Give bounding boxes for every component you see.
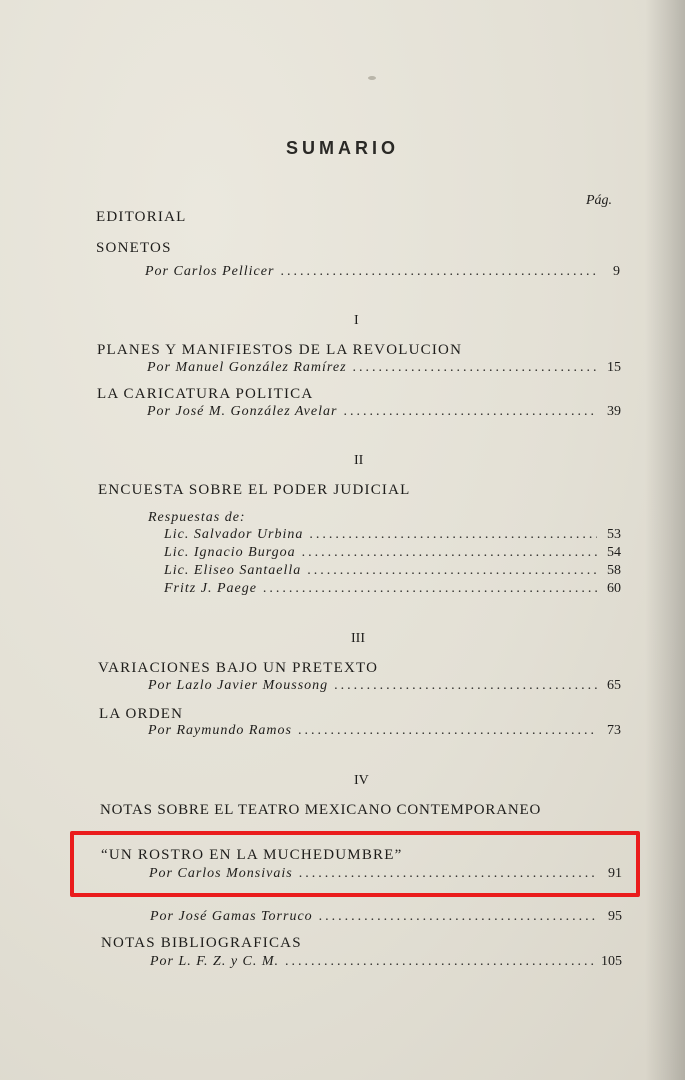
leader-dots: [353, 360, 597, 376]
entry-author: Por José Gamas Torruco: [150, 909, 313, 924]
entry-author: Por José M. González Avelar: [147, 404, 338, 419]
entry-author: Por Carlos Monsivais: [149, 866, 293, 881]
entry-planes-author-line: [147, 360, 621, 376]
entry-page-number: 53: [607, 527, 621, 542]
entry-page-number: 91: [608, 866, 622, 881]
page-spine-shadow: [645, 0, 685, 1080]
section-heading-i: I: [354, 313, 359, 328]
entry-variaciones-title: VARIACIONES BAJO UN PRETEXTO: [98, 660, 379, 676]
entry-variaciones-author-line: [148, 678, 621, 694]
entry-bibliograficas-author-line: [150, 954, 622, 970]
section-heading-iv: IV: [354, 773, 369, 788]
entry-author: Lic. Ignacio Burgoa: [164, 545, 296, 560]
entry-escuelas-author-line: [150, 909, 622, 925]
entry-author: Por Raymundo Ramos: [148, 723, 292, 738]
entry-bibliograficas-title: NOTAS BIBLIOGRAFICAS: [101, 935, 302, 951]
response-line: [164, 527, 621, 543]
entry-page-number: 65: [607, 678, 621, 693]
entry-author: Por Lazlo Javier Moussong: [148, 678, 329, 693]
entry-page-number: 9: [613, 264, 620, 279]
leader-dots: [319, 909, 598, 925]
response-line: [164, 563, 621, 579]
entry-rostro-title: “UN ROSTRO EN LA MUCHEDUMBRE”: [101, 847, 403, 863]
entry-author: Lic. Salvador Urbina: [164, 527, 304, 542]
entry-author: Lic. Eliseo Santaella: [164, 563, 302, 578]
entry-notas-teatro-title: NOTAS SOBRE EL TEATRO MEXICANO CONTEMPORANEO: [100, 802, 542, 818]
entry-encuesta-title: ENCUESTA SOBRE EL PODER JUDICIAL: [98, 482, 411, 498]
entry-author: Por Carlos Pellicer: [145, 264, 275, 279]
leader-dots: [309, 527, 597, 543]
entry-page-number: 60: [607, 581, 621, 596]
leader-dots: [302, 545, 597, 561]
entry-author: Fritz J. Paege: [164, 581, 257, 596]
entry-page-number: 73: [607, 723, 621, 738]
section-heading-iii: III: [351, 631, 365, 646]
leader-dots: [263, 581, 597, 597]
entry-page-number: 15: [607, 360, 621, 375]
entry-author: Por L. F. Z. y C. M.: [150, 954, 280, 969]
leader-dots: [285, 954, 595, 970]
leader-dots: [280, 264, 596, 280]
page-title: SUMARIO: [286, 138, 399, 158]
entry-page-number: 105: [601, 954, 622, 969]
entry-page-number: 54: [607, 545, 621, 560]
leader-dots: [334, 678, 597, 694]
entry-planes-title: PLANES Y MANIFIESTOS DE LA REVOLUCION: [97, 342, 463, 358]
entry-caricatura-author-line: [147, 404, 621, 420]
response-line: [164, 545, 621, 561]
entry-caricatura-title: LA CARICATURA POLITICA: [97, 386, 314, 402]
leader-dots: [343, 404, 597, 420]
section-heading-ii: II: [354, 453, 364, 468]
highlight-box: [70, 831, 640, 897]
entry-sonetos-title: SONETOS: [96, 240, 172, 256]
entry-page-number: 95: [608, 909, 622, 924]
page-column-label: Pág.: [586, 193, 613, 208]
entry-editorial: EDITORIAL: [96, 209, 187, 225]
entry-sonetos-author-line: [145, 264, 620, 280]
paper-smudge: [368, 76, 376, 80]
entry-author: Por Manuel González Ramírez: [147, 360, 347, 375]
entry-orden-title: LA ORDEN: [99, 706, 184, 722]
entry-orden-author-line: [148, 723, 621, 739]
entry-page-number: 39: [607, 404, 621, 419]
responses-label: Respuestas de:: [148, 510, 246, 525]
leader-dots: [307, 563, 597, 579]
leader-dots: [298, 723, 597, 739]
response-line: [164, 581, 621, 597]
entry-page-number: 58: [607, 563, 621, 578]
